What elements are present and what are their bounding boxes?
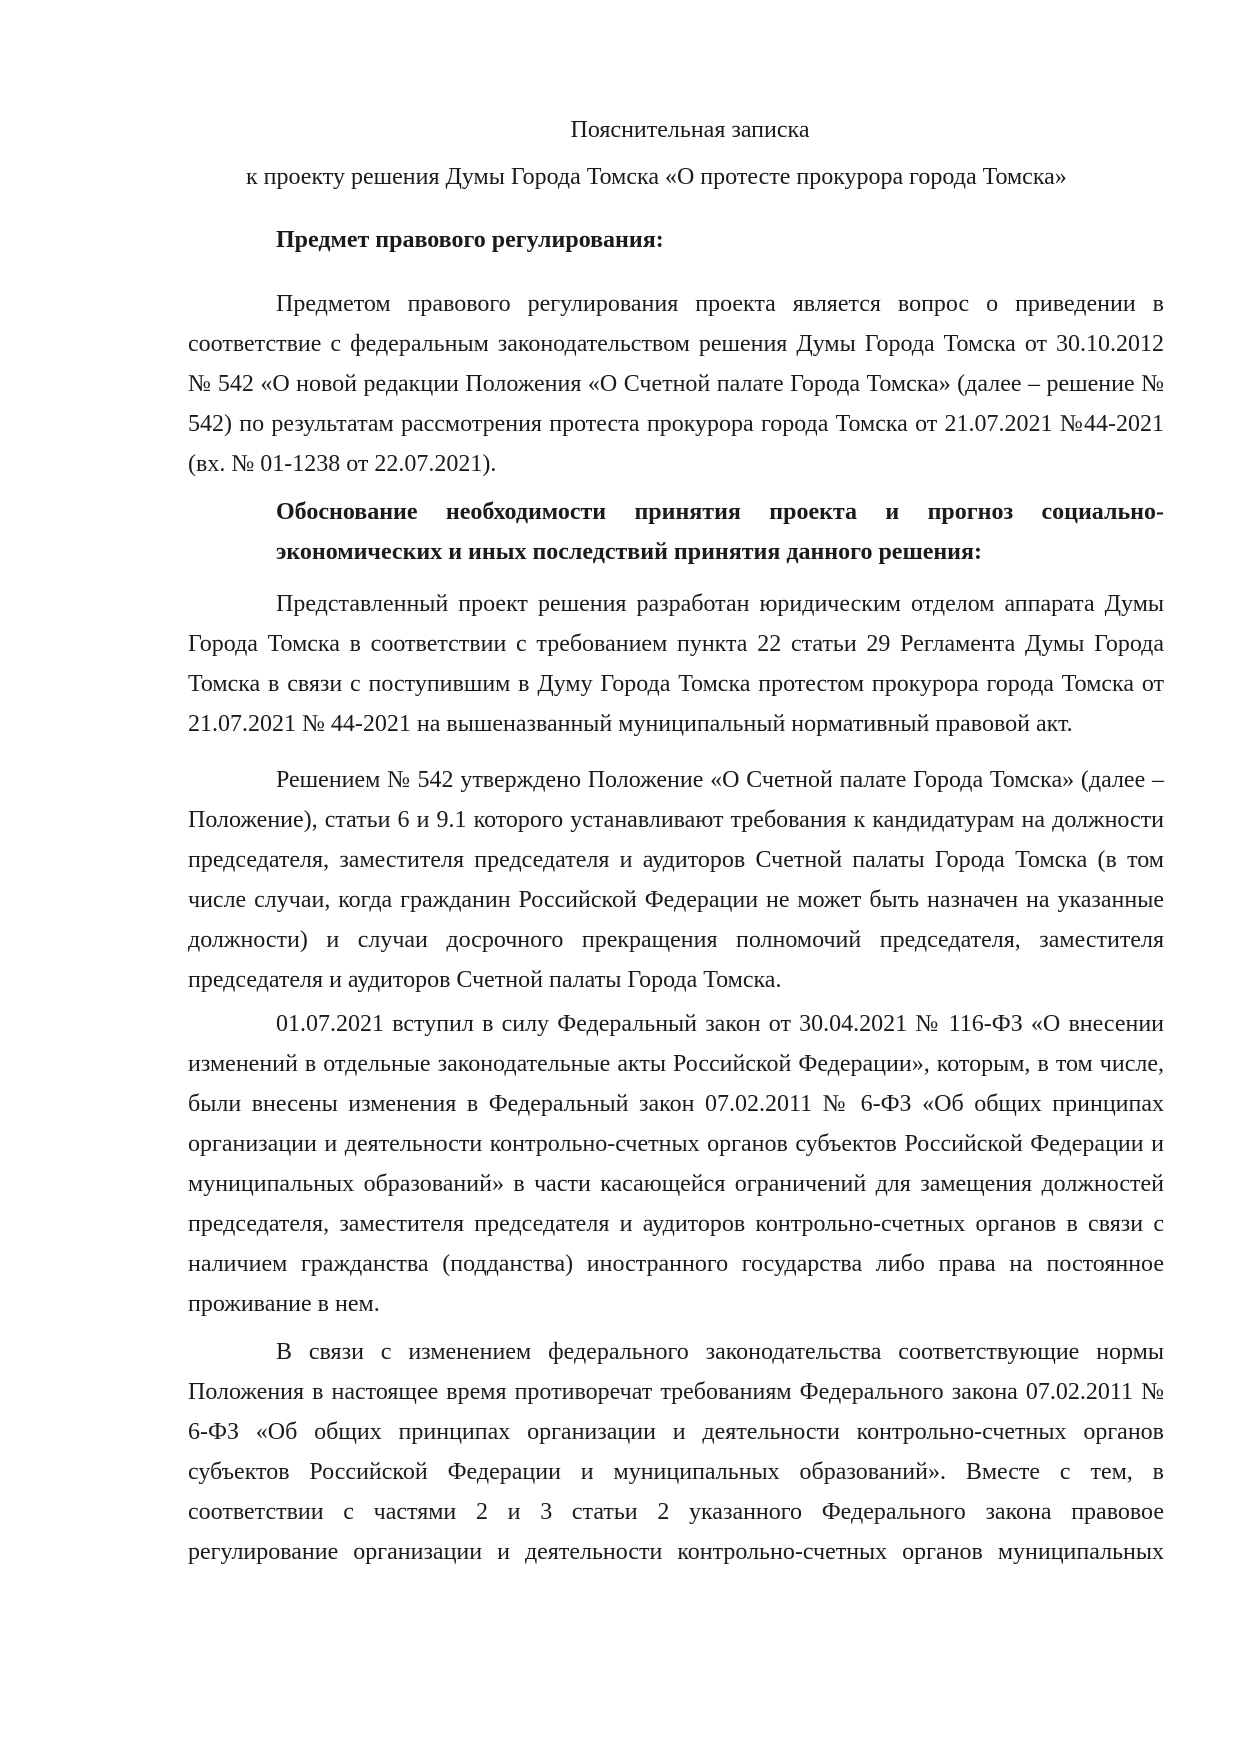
- paragraph-2: Решением № 542 утверждено Положение «О Счетной палате Города Томска» (далее – Положение), статьи 6 и 9.1 которого устанавливают требования к кандидатурам на должности председателя, заместителя председателя и аудиторов Счетной палаты Города Томска (в том числе случаи, когда гражданин Российской Федерации не может быть назначен на указанные должности) и случаи досрочного прекращения полномочий председателя, заместителя председателя и аудиторов Счетной палаты Города Томска.: [188, 767, 1164, 993]
- document-body: [188, 220, 1164, 1572]
- section-heading-rationale: Обоснование необходимости принятия проекта и прогноз социально-экономических и иных последствий принятия данного решения:: [276, 499, 1164, 565]
- paragraph-1: Представленный проект решения разработан юридическим отделом аппарата Думы Города Томска в соответствии с требованием пункта 22 статьи 29 Регламента Думы Города Томска в связи с поступившим в Думу Города Томска протестом прокурора города Томска от 21.07.2021 № 44-2021 на вышеназванный муниципальный нормативный правовой акт.: [188, 591, 1164, 737]
- section-heading-subject: Предмет правового регулирования:: [276, 227, 664, 253]
- document-title: Пояснительная записка: [570, 117, 810, 143]
- paragraph-4: В связи с изменением федерального законодательства соответствующие нормы Положения в настоящее время противоречат требованиям Федерального закона 07.02.2011 № 6-ФЗ «Об общих принципах организации и деятельности контрольно-счетных органов субъектов Российской Федерации и муниципальных образований». Вместе с тем, в соответствии с частями 2 и 3 статьи 2 указанного Федерального закона правовое регулирование организации и деятельности контрольно-счетных органов муниципальных: [188, 1339, 1164, 1565]
- paragraph-3: 01.07.2021 вступил в силу Федеральный закон от 30.04.2021 № 116-ФЗ «О внесении изменений в отдельные законодательные акты Российской Федерации», которым, в том числе, были внесены изменения в Федеральный закон 07.02.2011 № 6-ФЗ «Об общих принципах организации и деятельности контрольно-счетных органов субъектов Российской Федерации и муниципальных образований» в части касающейся ограничений для замещения должностей председателя, заместителя председателя и аудиторов контрольно-счетных органов в связи с наличием гражданства (подданства) иностранного государства либо права на постоянное проживание в нем.: [188, 1011, 1164, 1317]
- document-subtitle: к проекту решения Думы Города Томска «О протесте прокурора города Томска»: [246, 164, 1067, 190]
- paragraph-subject: Предметом правового регулирования проекта является вопрос о приведении в соответствие с федеральным законодательством решения Думы Города Томска от 30.10.2012 № 542 «О новой редакции Положения «О Счетной палате Города Томска» (далее – решение № 542) по результатам рассмотрения протеста прокурора города Томска от 21.07.2021 №44-2021 (вх. № 01-1238 от 22.07.2021).: [188, 291, 1164, 477]
